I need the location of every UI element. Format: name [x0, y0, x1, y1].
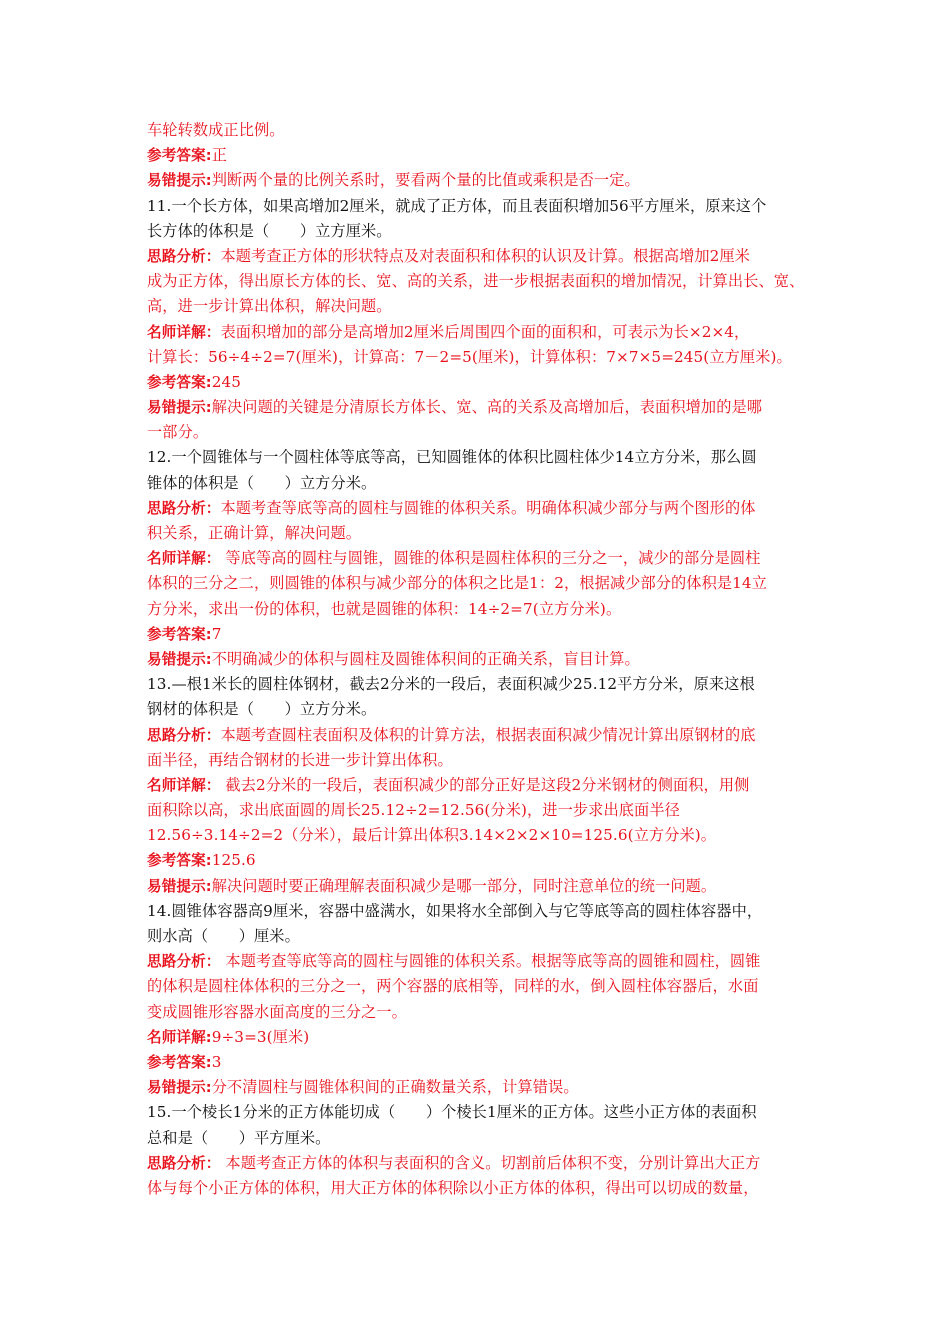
line-text: 解决问题时要正确理解表面积减少是哪一部分，同时注意单位的统一问题。	[211, 876, 717, 895]
line-text: 长方体的体积是（ ）立方厘米。	[147, 221, 392, 240]
solution-line	[147, 1151, 817, 1176]
label-tip: 易错提示:	[147, 1079, 212, 1097]
label-answer: 参考答案:	[147, 373, 212, 391]
label-analysis: 思路分析：	[147, 247, 221, 265]
line-text: 本题考查等底等高的圆柱与圆锥的体积关系。根据等底等高的圆锥和圆柱，圆锥	[220, 952, 761, 971]
line-text: 3	[211, 1052, 222, 1071]
line-text: 体与每个小正方体的体积，用大正方体的体积除以小正方体的体积，得出可以切成的数量，	[147, 1178, 759, 1197]
line-text: 245	[211, 372, 242, 391]
solution-line	[147, 546, 817, 571]
solution-line	[147, 1025, 817, 1050]
line-text: 一部分。	[147, 423, 209, 442]
solution-line	[147, 723, 817, 748]
line-text: 锥体的体积是（ ）立方分米。	[147, 473, 377, 492]
line-text: 125.6	[211, 851, 256, 870]
line-text: 体积的三分之二，则圆锥的体积与减少部分的体积之比是1：2，根据减少部分的体积是14立	[147, 574, 767, 593]
solution-line	[147, 748, 817, 773]
line-text: 12.56÷3.14÷2=2（分米），最后计算出体积3.14×2×2×10=125.6(立方分米)。	[147, 826, 717, 845]
line-text: 总和是（ ）平方厘米。	[147, 1128, 331, 1147]
solution-line	[147, 647, 817, 672]
solution-line	[147, 168, 817, 193]
line-text: 表面积增加的部分是高增加2厘米后周围四个面的面积和，可表示为长×2×4，	[220, 322, 750, 341]
line-text: 14.圆锥体容器高9厘米，容器中盛满水，如果将水全部倒入与它等底等高的圆柱体容器中，	[147, 901, 763, 920]
solution-line	[147, 798, 817, 823]
line-text: 本题考查正方体的形状特点及对表面积和体积的认识及计算。根据高增加2厘米	[220, 246, 751, 265]
question-line	[147, 471, 817, 496]
solution-line	[147, 320, 817, 345]
solution-line	[147, 345, 817, 370]
line-text: 等底等高的圆柱与圆锥，圆锥的体积是圆柱体积的三分之一，减少的部分是圆柱	[220, 549, 761, 568]
line-text: 7	[211, 624, 222, 643]
solution-line	[147, 1000, 817, 1025]
solution-line	[147, 1075, 817, 1100]
line-text: 则水高（ ）厘米。	[147, 927, 300, 945]
solution-line	[147, 874, 817, 899]
label-analysis: 思路分析：	[147, 499, 221, 517]
line-text: 不明确减少的体积与圆柱及圆锥体积间的正确关系，盲目计算。	[211, 649, 640, 668]
solution-line	[147, 597, 817, 622]
solution-line	[147, 294, 817, 319]
question-line	[147, 924, 817, 949]
solution-line	[147, 143, 817, 168]
line-text: 本题考查圆柱表面积及体积的计算方法，根据表面积减少情况计算出原钢材的底	[220, 725, 756, 744]
solution-line	[147, 420, 817, 445]
label-answer: 参考答案:	[147, 1053, 212, 1071]
solution-line	[147, 571, 817, 596]
label-answer: 参考答案:	[147, 852, 212, 870]
solution-line	[147, 521, 817, 546]
line-text: 变成圆锥形容器水面高度的三分之一。	[147, 1002, 407, 1021]
solution-line	[147, 118, 817, 143]
line-text: 判断两个量的比例关系时，要看两个量的比值或乘积是否一定。	[211, 171, 640, 190]
line-text: 积关系，正确计算，解决问题。	[147, 524, 362, 542]
line-text: 车轮转数成正比例。	[147, 121, 285, 139]
solution-line	[147, 1176, 817, 1201]
question-line	[147, 1100, 817, 1125]
label-tip: 易错提示:	[147, 650, 212, 668]
label-explain: 名师详解：	[147, 776, 221, 794]
label-analysis: 思路分析：	[147, 1154, 221, 1172]
line-text: 本题考查等底等高的圆柱与圆锥的体积关系。明确体积减少部分与两个图形的体	[220, 498, 756, 517]
question-line	[147, 194, 817, 219]
line-text: 截去2分米的一段后，表面积减少的部分正好是这段2分米钢材的侧面积，用侧	[220, 775, 750, 794]
label-tip: 易错提示:	[147, 172, 212, 190]
document-body	[147, 118, 817, 1201]
question-line	[147, 899, 817, 924]
line-text: 的体积是圆柱体体积的三分之一，两个容器的底相等，同样的水，倒入圆柱体容器后，水面	[147, 977, 759, 996]
line-text: 12.一个圆锥体与一个圆柱体等底等高，已知圆锥体的体积比圆柱体少14立方分米，那么圆	[147, 448, 757, 467]
solution-line	[147, 370, 817, 395]
label-explain: 名师详解：	[147, 550, 221, 568]
line-text: 13.—根1米长的圆柱体钢材，截去2分米的一段后，表面积减少25.12平方分米，原来这根	[147, 675, 755, 694]
line-text: 15.一个棱长1分米的正方体能切成（ ）个棱长1厘米的正方体。这些小正方体的表面积	[147, 1103, 757, 1122]
line-text: 分不清圆柱与圆锥体积间的正确数量关系，计算错误。	[211, 1078, 579, 1097]
solution-line	[147, 244, 817, 269]
question-line	[147, 697, 817, 722]
solution-line	[147, 1050, 817, 1075]
solution-line	[147, 823, 817, 848]
solution-line	[147, 395, 817, 420]
label-tip: 易错提示:	[147, 877, 212, 895]
line-text: 解决问题的关键是分清原长方体长、宽、高的关系及高增加后，表面积增加的是哪	[211, 398, 763, 417]
label-answer: 参考答案:	[147, 625, 212, 643]
line-text: 正	[211, 146, 228, 165]
line-text: 钢材的体积是（ ）立方分米。	[147, 700, 377, 719]
label-explain: 名师详解：	[147, 323, 221, 341]
line-text: 计算长：56÷4÷2=7(厘米)，计算高：7－2=5(厘米)，计算体积：7×7×5=245(立方厘米)。	[147, 347, 792, 366]
line-text: 面半径，再结合钢材的长进一步计算出体积。	[147, 750, 453, 769]
solution-line	[147, 848, 817, 873]
line-text: 本题考查正方体的体积与表面积的含义。切割前后体积不变，分别计算出大正方	[220, 1153, 761, 1172]
line-text: 11.一个长方体，如果高增加2厘米，就成了正方体，而且表面积增加56平方厘米，原来这个	[147, 196, 767, 215]
line-text: 成为正方体，得出原长方体的长、宽、高的关系，进一步根据表面积的增加情况，计算出长、宽、	[147, 272, 805, 291]
solution-line	[147, 496, 817, 521]
solution-line	[147, 773, 817, 798]
line-text: 方分米，求出一份的体积，也就是圆锥的体积：14÷2=7(立方分米)。	[147, 599, 622, 618]
line-text: 9÷3=3(厘米)	[211, 1027, 310, 1046]
label-analysis: 思路分析：	[147, 726, 221, 744]
label-answer: 参考答案:	[147, 147, 212, 165]
label-explain: 名师详解:	[147, 1028, 212, 1046]
question-line	[147, 219, 817, 244]
question-line	[147, 672, 817, 697]
question-line	[147, 1126, 817, 1151]
solution-line	[147, 949, 817, 974]
label-analysis: 思路分析：	[147, 953, 221, 971]
solution-line	[147, 622, 817, 647]
line-text: 高，进一步计算出体积，解决问题。	[147, 297, 392, 316]
question-line	[147, 445, 817, 470]
label-tip: 易错提示:	[147, 399, 212, 417]
solution-line	[147, 269, 817, 294]
line-text: 面积除以高，求出底面圆的周长25.12÷2=12.56(分米)，进一步求出底面半径	[147, 801, 680, 820]
solution-line	[147, 974, 817, 999]
